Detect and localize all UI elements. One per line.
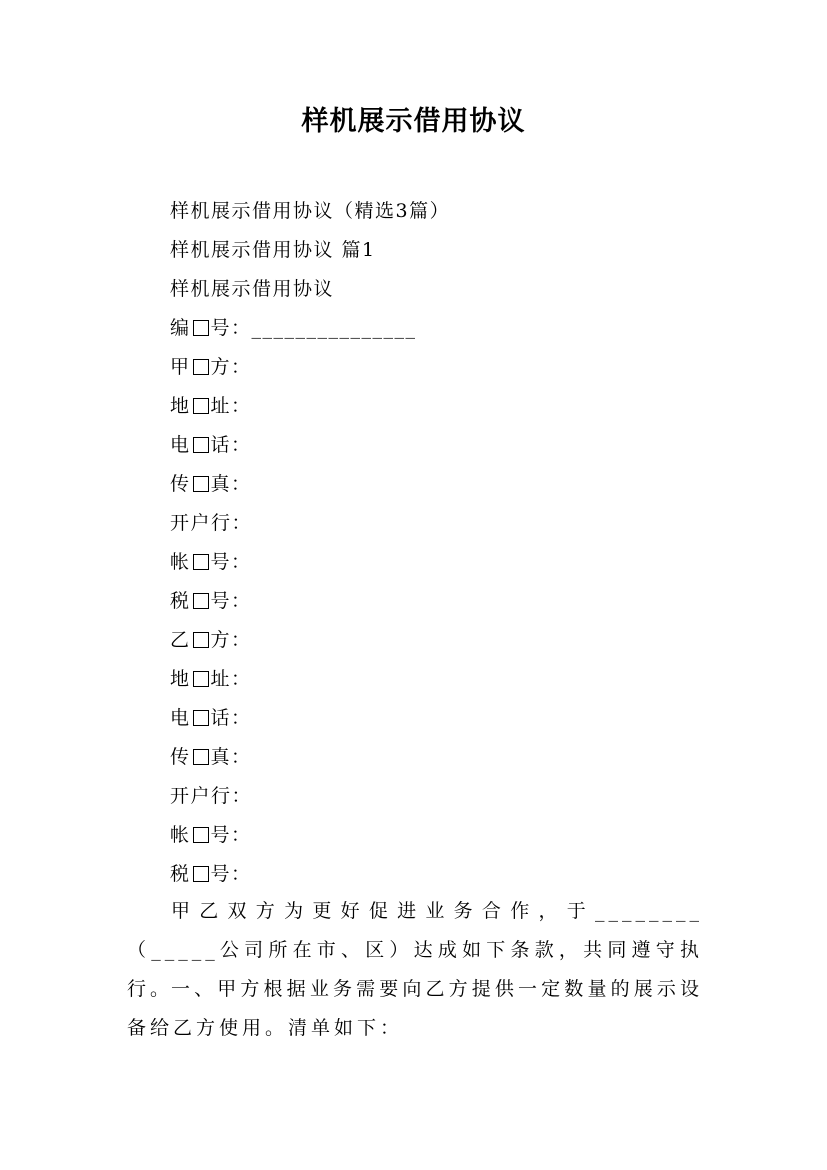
party-a-fax-field (170, 469, 252, 499)
field-label-char: 编 (170, 317, 191, 339)
number-field (170, 313, 417, 343)
field-label-char: 乙 (170, 629, 191, 651)
party-a-address-field (170, 391, 252, 421)
field-label-char: 帐 (170, 551, 191, 573)
field-label-char: 传 (170, 473, 191, 495)
checkbox-square-icon (193, 710, 209, 726)
party-b-phone-field (170, 703, 252, 733)
field-label-suffix: 话： (210, 707, 252, 729)
party-b-tax-field (170, 859, 252, 889)
party-b-address-field (170, 664, 252, 694)
field-label-char: 税 (170, 863, 191, 885)
checkbox-square-icon (193, 437, 209, 453)
field-label-char: 税 (170, 590, 191, 612)
checkbox-square-icon (193, 398, 209, 414)
party-a-tax-field (170, 586, 252, 616)
field-label-suffix: 真： (210, 473, 252, 495)
field-label-suffix: 址： (210, 668, 252, 690)
field-label-suffix: 号： (210, 863, 252, 885)
paragraph-agreement-intro: 甲乙双方为更好促进业务合作，于________（_____公司所在市、区）达成如下条款，共同遵守执行。 (127, 900, 703, 1000)
field-label-suffix: 方： (210, 356, 252, 378)
party-b-bank-field: 开户行： (170, 785, 253, 807)
checkbox-square-icon (193, 476, 209, 492)
checkbox-square-icon (193, 320, 209, 336)
party-a-bank-field: 开户行： (170, 512, 253, 534)
checkbox-square-icon (193, 554, 209, 570)
field-label-char: 帐 (170, 824, 191, 846)
checkbox-square-icon (193, 593, 209, 609)
field-label-suffix: 号： (210, 551, 252, 573)
header-line-selection: 样机展示借用协议（精选3篇） (170, 200, 451, 222)
field-label-suffix: 号： (210, 317, 252, 339)
field-label-suffix: 方： (210, 629, 252, 651)
field-label-char: 传 (170, 746, 191, 768)
paragraph-clause-one: 一、甲方根据业务需要向乙方提供一定数量的展示设备给乙方使用。清单如下： (127, 978, 703, 1039)
field-label-char: 地 (170, 395, 191, 417)
header-line-agreement-name: 样机展示借用协议 (170, 278, 335, 300)
checkbox-square-icon (193, 827, 209, 843)
field-label-suffix: 真： (210, 746, 252, 768)
field-label-suffix: 号： (210, 590, 252, 612)
checkbox-square-icon (193, 866, 209, 882)
party-b-account-field (170, 820, 252, 850)
party-b-fax-field (170, 742, 252, 772)
checkbox-square-icon (193, 359, 209, 375)
field-label-suffix: 址： (210, 395, 252, 417)
field-label-char: 甲 (170, 356, 191, 378)
party-a-phone-field (170, 430, 252, 460)
field-label-suffix: 话： (210, 434, 252, 456)
party-a-name-field (170, 352, 252, 382)
checkbox-square-icon (193, 749, 209, 765)
header-line-part: 样机展示借用协议 篇1 (170, 239, 376, 261)
document-title: 样机展示借用协议 (301, 106, 526, 137)
field-label-char: 地 (170, 668, 191, 690)
party-b-name-field (170, 625, 252, 655)
number-blank: _______________ (251, 317, 417, 339)
field-label-char: 电 (170, 434, 191, 456)
party-a-account-field (170, 547, 252, 577)
field-label-char: 电 (170, 707, 191, 729)
checkbox-square-icon (193, 671, 209, 687)
checkbox-square-icon (193, 632, 209, 648)
field-label-suffix: 号： (210, 824, 252, 846)
